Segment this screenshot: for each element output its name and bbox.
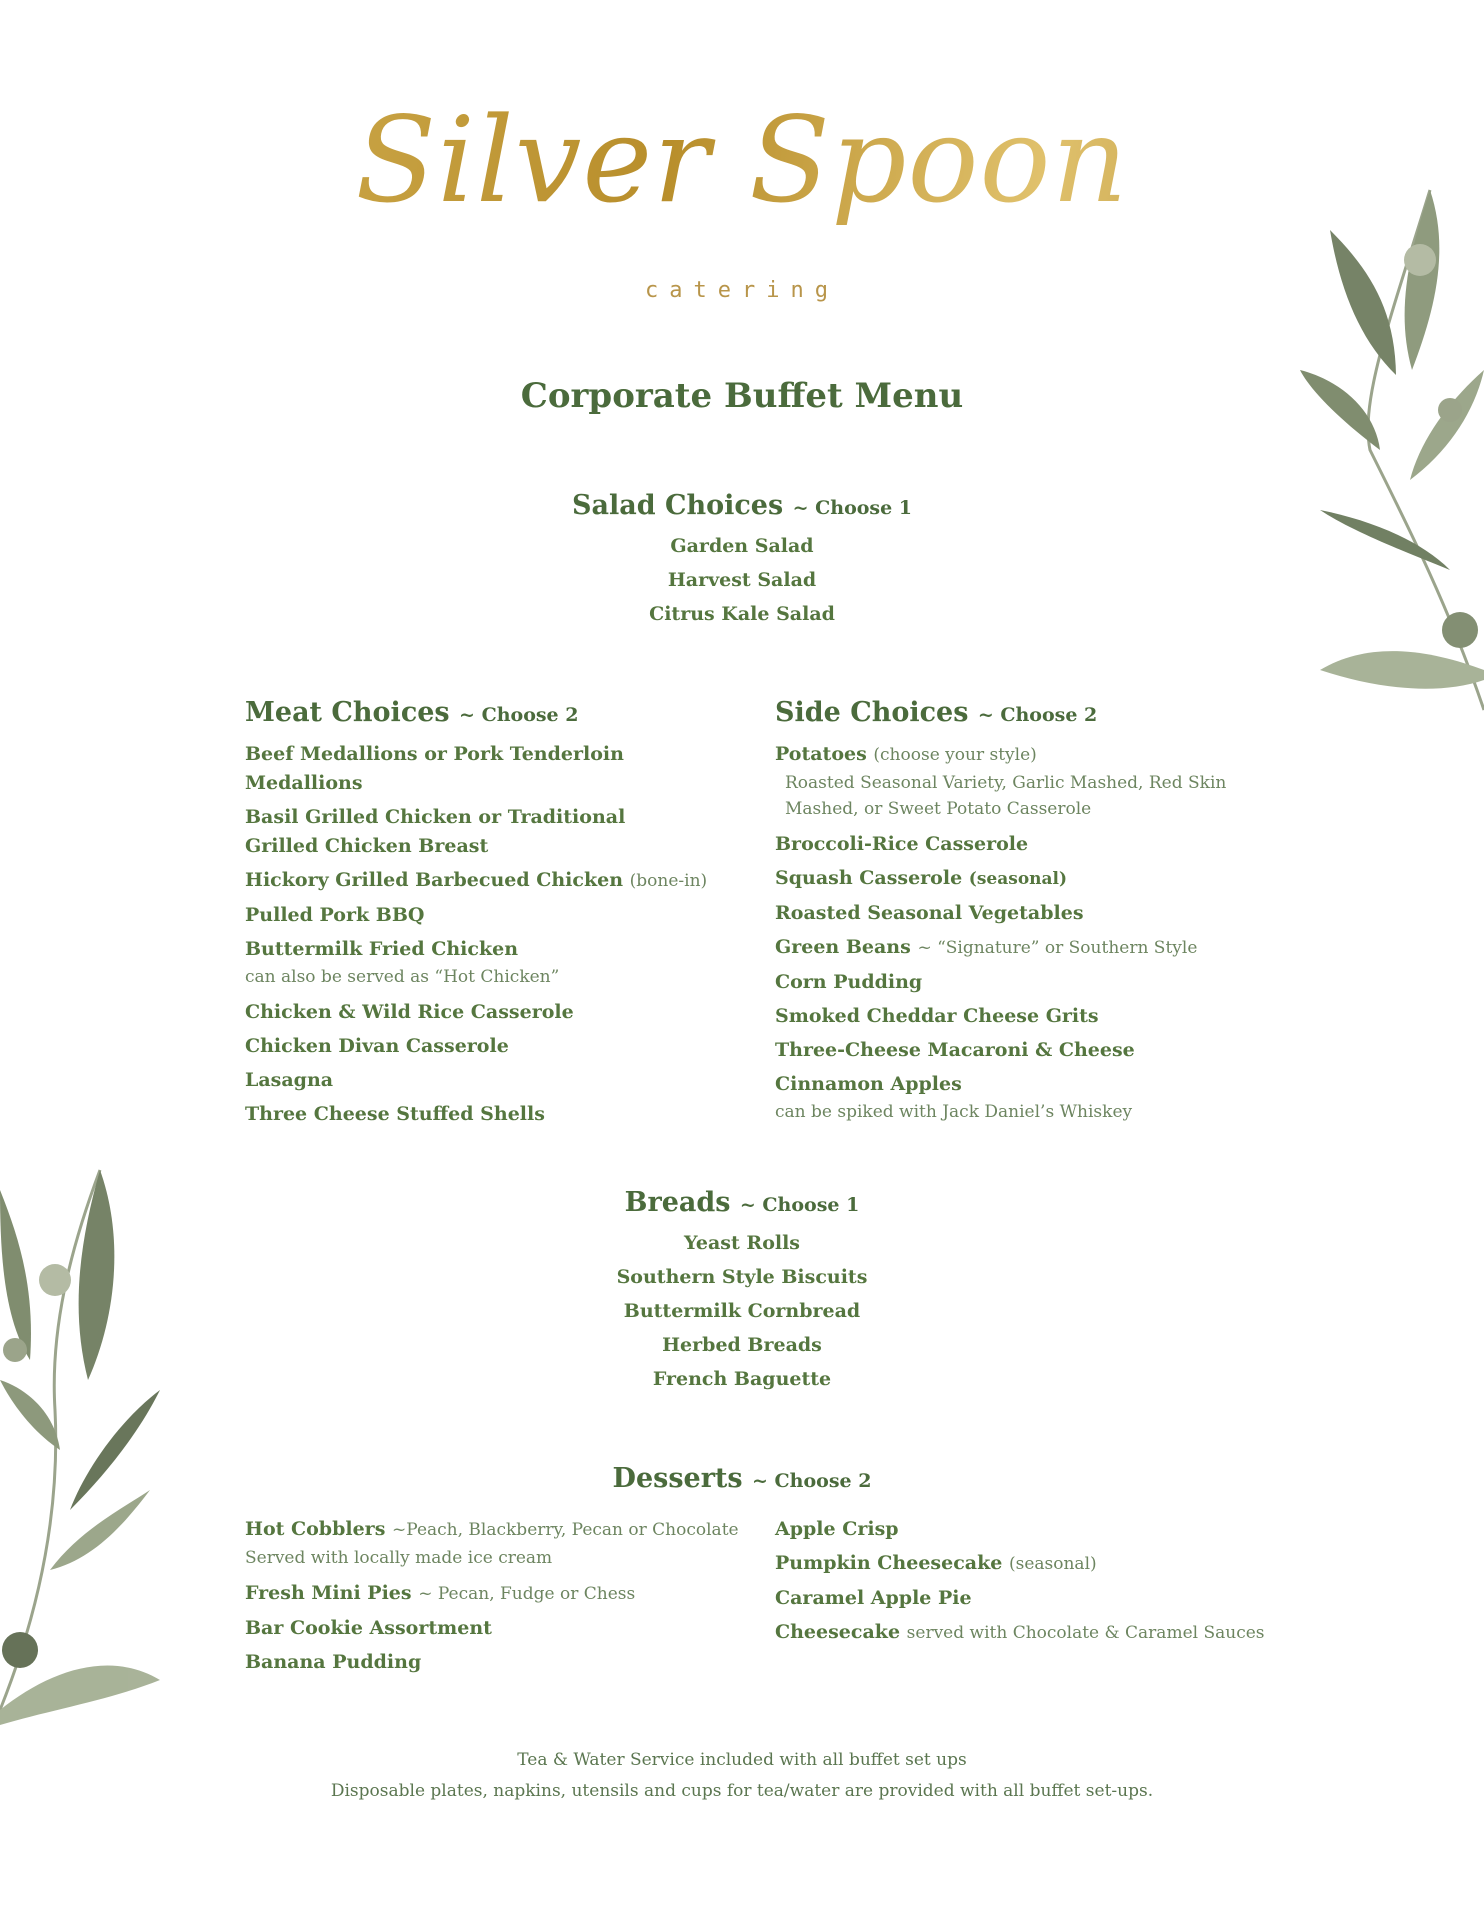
side-item: Roasted Seasonal Vegetables: [775, 902, 1084, 924]
dessert-item-label: Pumpkin Cheesecake: [775, 1552, 1003, 1574]
side-item-potatoes: [775, 740, 1275, 770]
dessert-item: Caramel Apple Pie: [775, 1587, 972, 1609]
salad-item: Garden Salad: [670, 535, 814, 557]
side-heading-text: Side Choices: [775, 697, 969, 728]
breads-choose: ~ Choose 1: [739, 1194, 860, 1216]
desserts-left-column: [245, 1515, 745, 1682]
dessert-item-note: Served with locally made ice cream: [245, 1548, 553, 1568]
meat-item: Beef Medallions or Pork Tenderloin Medallions: [245, 743, 624, 794]
meat-heading: [245, 697, 725, 728]
meat-item: Pulled Pork BBQ: [245, 904, 425, 926]
side-item-note: can be spiked with Jack Daniel’s Whiskey: [775, 1102, 1133, 1122]
meat-choose: ~ Choose 2: [459, 704, 579, 726]
side-item-label: Green Beans: [775, 936, 911, 958]
dessert-item-note: served with Chocolate & Caramel Sauces: [906, 1623, 1265, 1643]
side-item: Corn Pudding: [775, 971, 923, 993]
footer-line-2: Disposable plates, napkins, utensils and cups for tea/water are provided with all buffet set-ups.: [330, 1781, 1154, 1801]
breads-heading: [0, 1187, 1484, 1218]
meat-heading-text: Meat Choices: [245, 697, 450, 728]
dessert-item-cobblers: [245, 1515, 745, 1545]
desserts-choose: ~ Choose 2: [752, 1470, 872, 1492]
meat-item: Chicken Divan Casserole: [245, 1035, 509, 1057]
dessert-item-note: ~ Pecan, Fudge or Chess: [418, 1584, 636, 1604]
dessert-item-cheesecake: [775, 1618, 1275, 1648]
side-item-note: (seasonal): [968, 869, 1068, 889]
meat-item-note: (bone-in): [629, 871, 708, 891]
bread-item: Yeast Rolls: [684, 1232, 800, 1254]
salad-heading: [0, 490, 1484, 521]
footer-line-1: Tea & Water Service included with all buffet set ups: [517, 1750, 967, 1770]
meat-item-label: Hickory Grilled Barbecued Chicken: [245, 869, 624, 891]
dessert-item-mini-pies: [245, 1579, 745, 1609]
meat-section: [245, 697, 725, 1134]
salad-section: [0, 490, 1484, 631]
desserts-heading-text: Desserts: [612, 1463, 743, 1494]
side-item-note: (choose your style): [873, 745, 1037, 765]
meat-item: Basil Grilled Chicken or Traditional Grilled Chicken Breast: [245, 806, 626, 857]
side-item-squash: [775, 864, 1275, 894]
meat-item-bbq-chicken: [245, 866, 725, 896]
breads-section: [0, 1187, 1484, 1396]
side-item: Three-Cheese Macaroni & Cheese: [775, 1039, 1135, 1061]
dessert-item-pumpkin: [775, 1549, 1275, 1579]
salad-item: Citrus Kale Salad: [649, 603, 835, 625]
side-item-note: ~ “Signature” or Southern Style: [917, 938, 1198, 958]
bread-item: Buttermilk Cornbread: [623, 1300, 861, 1322]
side-choose: ~ Choose 2: [977, 704, 1098, 726]
meat-item: Chicken & Wild Rice Casserole: [245, 1001, 574, 1023]
dessert-item: Bar Cookie Assortment: [245, 1617, 492, 1639]
desserts-heading: [0, 1463, 1484, 1494]
logo-tagline: catering: [645, 278, 839, 303]
page-title: Corporate Buffet Menu: [520, 376, 964, 416]
desserts-heading-wrap: [0, 1463, 1484, 1494]
dessert-item-label: Cheesecake: [775, 1621, 901, 1643]
dessert-item-note: ~Peach, Blackberry, Pecan or Chocolate: [392, 1520, 739, 1540]
olive-branch-top-right-illustration: [1300, 150, 1484, 770]
desserts-right-column: [775, 1515, 1275, 1653]
side-item: Cinnamon Apples: [775, 1073, 962, 1095]
side-item-green-beans: [775, 933, 1275, 963]
side-item-label: Potatoes: [775, 743, 867, 765]
salad-choose: ~ Choose 1: [792, 497, 913, 519]
meat-item: Buttermilk Fried Chicken: [245, 938, 519, 960]
side-item-potatoes-options: Roasted Seasonal Variety, Garlic Mashed, Red Skin Mashed, or Sweet Potato Casserole: [785, 773, 1227, 819]
side-item-label: Squash Casserole: [775, 867, 963, 889]
meat-item: Three Cheese Stuffed Shells: [245, 1103, 545, 1125]
logo-wordmark: Silver Spoon: [0, 95, 1484, 225]
bread-item: French Baguette: [652, 1368, 832, 1390]
meat-item-note: can also be served as “Hot Chicken”: [245, 967, 560, 987]
salad-heading-text: Salad Choices: [571, 490, 784, 521]
bread-item: Herbed Breads: [662, 1334, 822, 1356]
side-item: Smoked Cheddar Cheese Grits: [775, 1005, 1099, 1027]
dessert-item: Apple Crisp: [775, 1518, 899, 1540]
dessert-item: Banana Pudding: [245, 1651, 422, 1673]
side-heading: [775, 697, 1275, 728]
side-section: [775, 697, 1275, 1133]
dessert-item-label: Hot Cobblers: [245, 1518, 386, 1540]
footer: [0, 1745, 1484, 1807]
meat-item: Lasagna: [245, 1069, 334, 1091]
breads-heading-text: Breads: [624, 1187, 731, 1218]
dessert-item-note: (seasonal): [1008, 1554, 1097, 1574]
bread-item: Southern Style Biscuits: [616, 1266, 868, 1288]
salad-item: Harvest Salad: [667, 569, 817, 591]
side-item: Broccoli-Rice Casserole: [775, 833, 1029, 855]
dessert-item-label: Fresh Mini Pies: [245, 1582, 412, 1604]
